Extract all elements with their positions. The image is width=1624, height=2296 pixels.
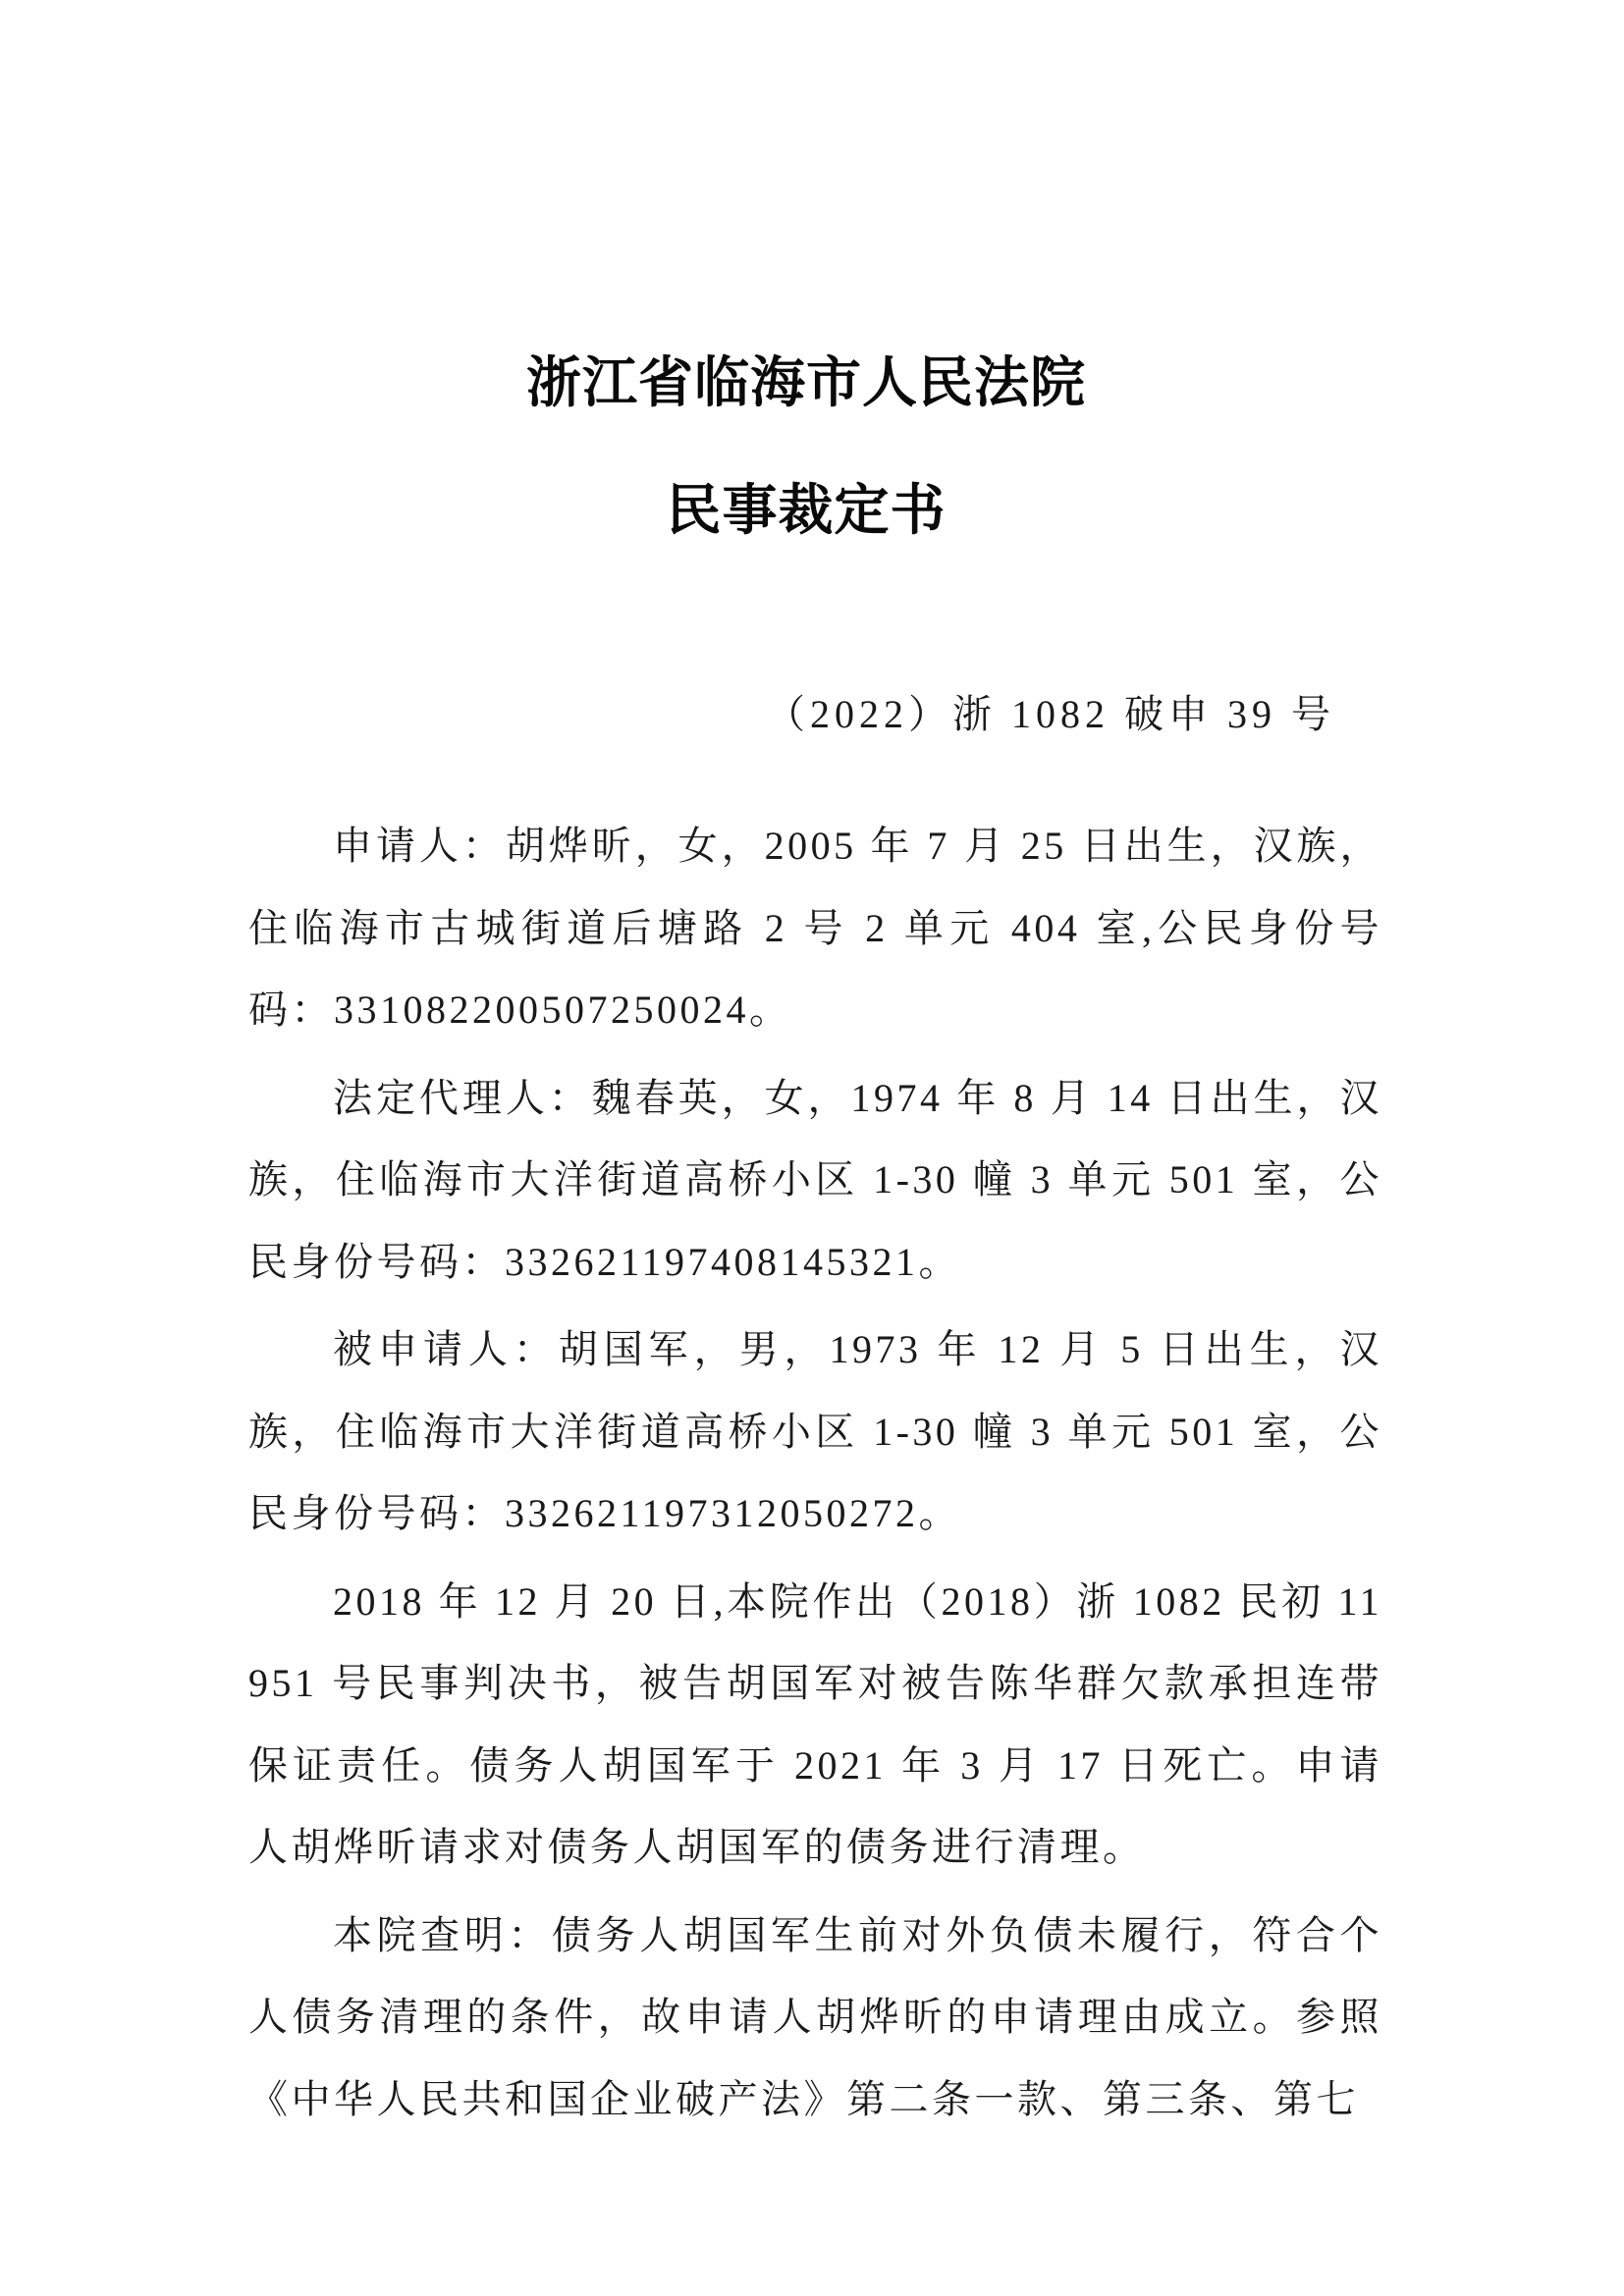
legal-representative-paragraph: 法定代理人：魏春英，女，1974 年 8 月 14 日出生，汉族，住临海市大洋街道高桥小区 1-30 幢 3 单元 501 室，公民身份号码：332621197408145321。 [248,1075,1382,1284]
respondent-paragraph: 被申请人：胡国军，男，1973 年 12 月 5 日出生，汉族，住临海市大洋街道高桥小区 1-30 幢 3 单元 501 室，公民身份号码：332621197312050272。 [248,1327,1382,1535]
document-body [248,805,1382,2146]
findings-paragraph: 本院查明：债务人胡国军生前对外负债未履行，符合个人债务清理的条件，故申请人胡烨昕的申请理由成立。参照《中华人民共和国企业破产法》第二条一款、第三条、第七 [248,1912,1382,2121]
court-name: 浙江省临海市人民法院 [526,350,1086,415]
background-paragraph: 2018 年 12 月 20 日,本院作出（2018）浙 1082 民初 11951 号民事判决书，被告胡国军对被告陈华群欠款承担连带保证责任。债务人胡国军于 2021 年 3 月 17 日死亡。申请人胡烨昕请求对债务人胡国军的债务进行清理。 [248,1578,1382,1869]
document-title: 民事裁定书 [666,478,947,543]
applicant-paragraph: 申请人：胡烨昕，女，2005 年 7 月 25 日出生，汉族，住临海市古城街道后塘路 2 号 2 单元 404 室,公民身份号码：331082200507250024。 [248,824,1382,1032]
case-number: （2022）浙 1082 破申 39 号 [766,692,1335,736]
